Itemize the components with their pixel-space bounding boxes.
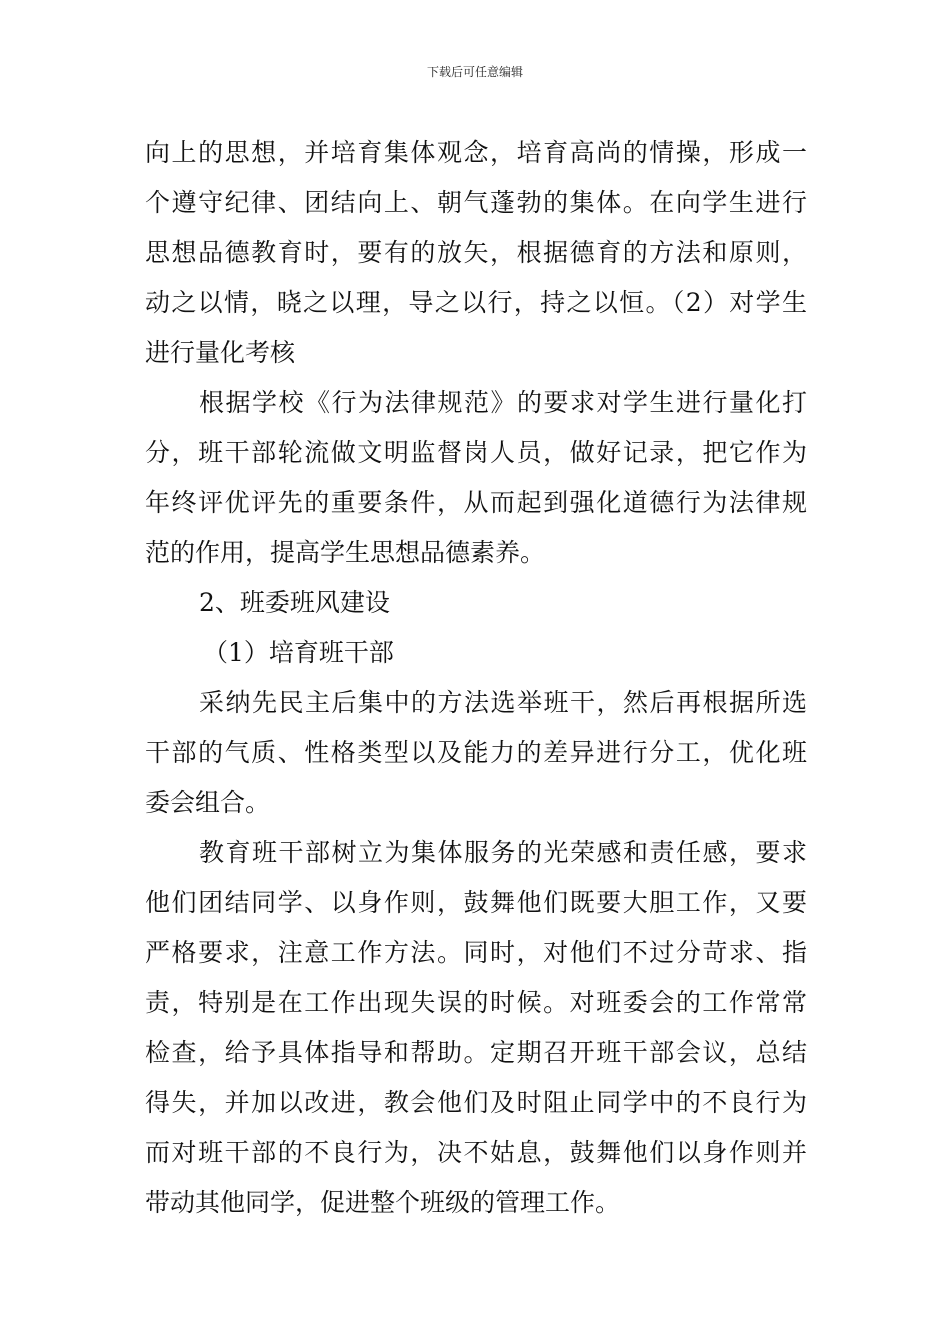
text-line: 进行量化考核 (145, 338, 296, 367)
text-line: 个遵守纪律、团结向上、朝气蓬勃的集体。在向学生进行 (145, 188, 807, 217)
text-line: 年终评优评先的重要条件，从而起到强化道德行为法律规 (145, 488, 807, 517)
text-line: 干部的气质、性格类型以及能力的差异进行分工，优化班 (145, 738, 807, 767)
text-line: 分，班干部轮流做文明监督岗人员，做好记录，把它作为 (145, 438, 807, 467)
document-body (145, 128, 807, 1228)
text-line: 检查，给予具体指导和帮助。定期召开班干部会议，总结 (145, 1038, 807, 1067)
text-line: 委会组合。 (145, 788, 271, 817)
text-line: 而对班干部的不良行为，决不姑息，鼓舞他们以身作则并 (145, 1138, 807, 1167)
text-line: 采纳先民主后集中的方法选举班干，然后再根据所选 (199, 688, 807, 717)
subsection-heading: （1）培育班干部 (203, 638, 394, 667)
text-line: 带动其他同学，促进整个班级的管理工作。 (145, 1188, 621, 1217)
text-line: 严格要求，注意工作方法。同时，对他们不过分苛求、指 (145, 938, 807, 967)
text-line: 得失，并加以改进，教会他们及时阻止同学中的不良行为 (145, 1088, 807, 1117)
page-header: 下载后可任意编辑 (426, 65, 523, 79)
text-line: 责，特别是在工作出现失误的时候。对班委会的工作常常 (145, 988, 807, 1017)
text-line: 根据学校《行为法律规范》的要求对学生进行量化打 (199, 388, 807, 417)
section-heading: 2、班委班风建设 (199, 588, 390, 617)
text-line: 思想品德教育时，要有的放矢，根据德育的方法和原则， (145, 238, 807, 267)
text-line: 教育班干部树立为集体服务的光荣感和责任感，要求 (199, 838, 807, 867)
text-line: 范的作用，提高学生思想品德素养。 (145, 538, 546, 567)
text-line: 动之以情，晓之以理，导之以行，持之以恒。（2）对学生 (145, 288, 807, 317)
text-line: 向上的思想，并培育集体观念，培育高尚的情操，形成一 (145, 138, 807, 167)
text-line: 他们团结同学、以身作则，鼓舞他们既要大胆工作，又要 (145, 888, 807, 917)
